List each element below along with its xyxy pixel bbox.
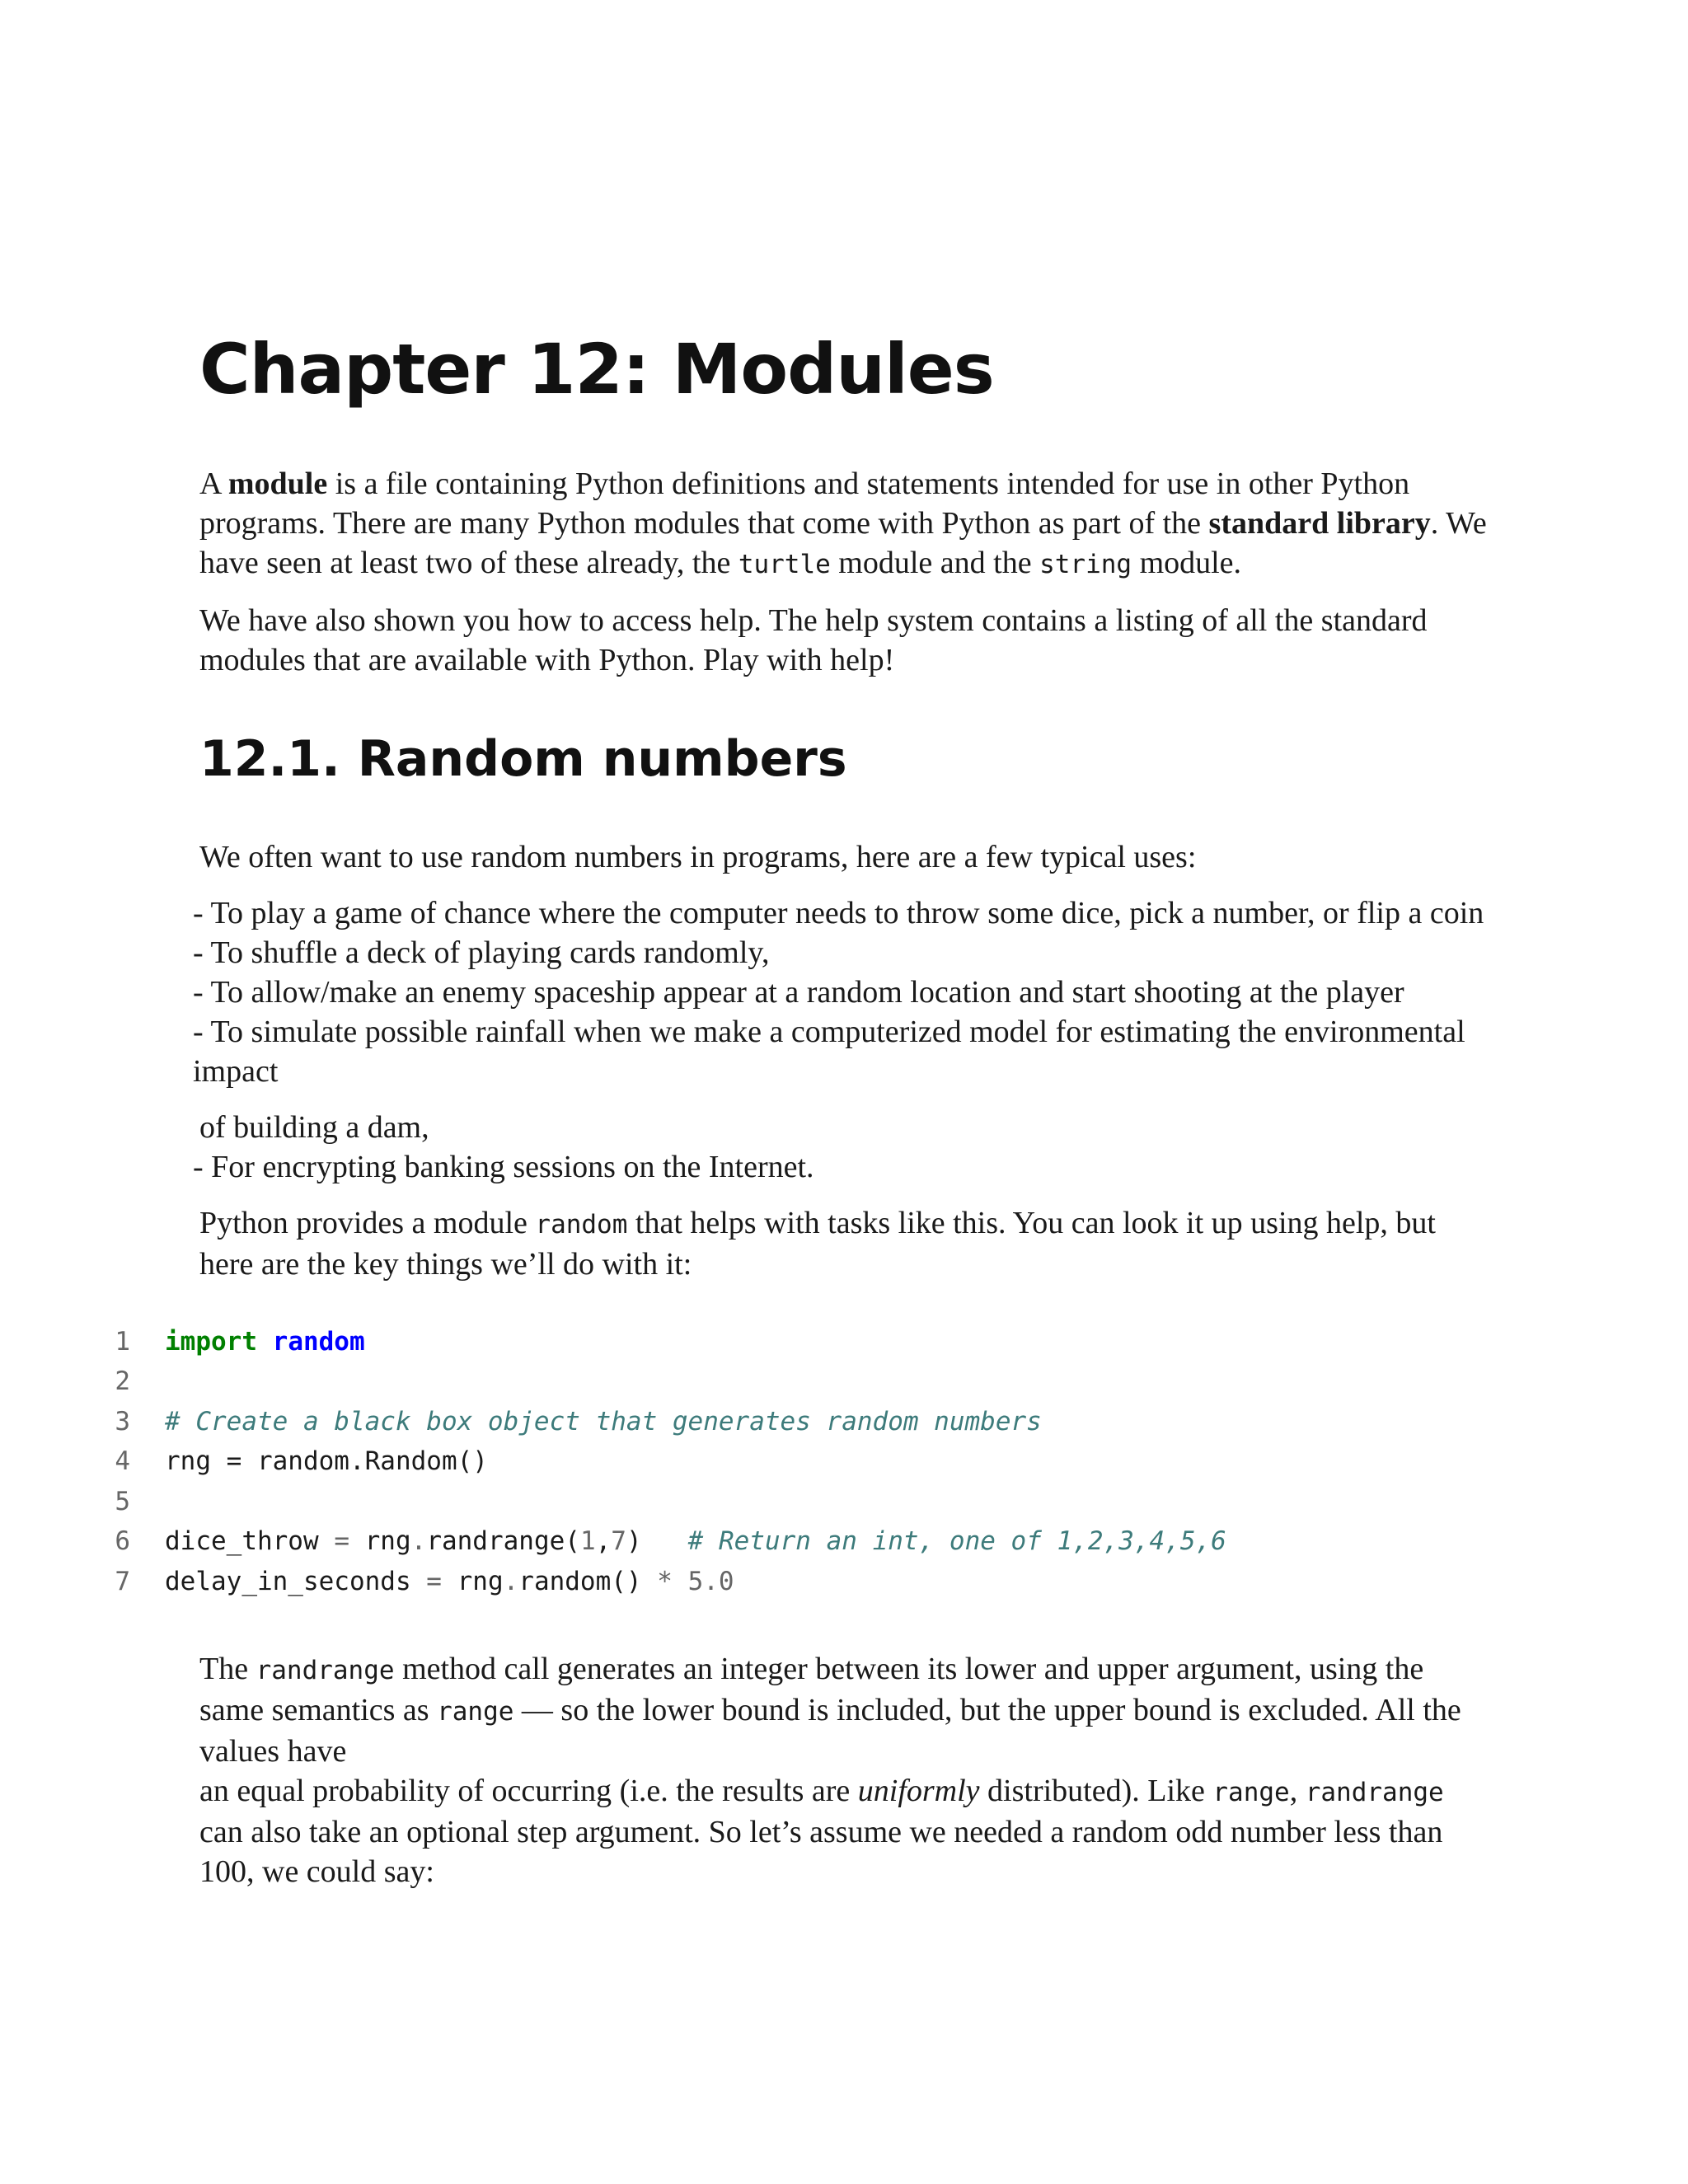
list-item: - To allow/make an enemy spaceship appear at a random location and start shooting at the player	[193, 974, 1404, 1010]
randrange-paragraph: The randrange method call generates an integer between its lower and upper argument, using the same semantics as range — so the lower bound is included, but the upper bound is excluded. All the values have an equal probability of occurring (i.e. the results are uniformly distributed). Like range, randrange can also take an optional step argument. So let’s assume we needed a random odd number less than 100, we could say:	[199, 1652, 1461, 1890]
inline-code-turtle: turtle	[738, 549, 831, 579]
section-title: 12.1. Random numbers	[199, 729, 847, 788]
line-number: 5	[115, 1486, 130, 1516]
uses-list	[193, 893, 1492, 1091]
code-line	[0, 1487, 1688, 1527]
page-content	[115, 329, 1492, 1908]
line-number: 7	[115, 1566, 130, 1596]
continued-line: - For encrypting banking sessions on the Internet.	[193, 1149, 814, 1184]
line-number: 3	[115, 1406, 130, 1436]
uses-continued	[193, 1108, 1492, 1187]
line-number: 6	[115, 1526, 130, 1557]
inline-code-string: string	[1039, 549, 1132, 579]
code-line	[0, 1366, 1688, 1407]
list-item: - To play a game of chance where the computer needs to throw some dice, pick a number, or flip a coin	[193, 895, 1484, 930]
line-number: 4	[115, 1446, 130, 1477]
inline-code-random: random	[535, 1209, 628, 1240]
chapter-title: Chapter 12: Modules	[199, 329, 994, 410]
code-text: rng = random.Random()	[165, 1446, 488, 1477]
code-comment: # Create a black box object that generates random numbers	[165, 1406, 1042, 1436]
line-number: 2	[115, 1366, 130, 1397]
term-module: module	[227, 466, 328, 501]
code-comment: # Return an int, one of 1,2,3,4,5,6	[687, 1526, 1226, 1557]
intro-paragraph-2: We have also shown you how to access help. The help system contains a listing of all the standard modules that are available with Python. Play with help!	[199, 602, 1428, 677]
code-line	[0, 1407, 1688, 1447]
module-name: random	[272, 1326, 365, 1357]
python-random-paragraph: Python provides a module random that helps with tasks like this. You can look it up using help, but here are the key things we’ll do with it:	[199, 1205, 1436, 1282]
keyword-import: import	[165, 1326, 257, 1357]
list-item: - To shuffle a deck of playing cards randomly,	[193, 935, 770, 970]
list-item: - To simulate possible rainfall when we make a computerized model for estimating the environmental impact	[193, 1014, 1465, 1089]
code-line: 7 delay_in_seconds = rng.random() * 5.0	[0, 1567, 1688, 1607]
intro-paragraph-1: A module is a file containing Python definitions and statements intended for use in other Python programs. There are many Python modules that come with Python as part of the standard library. We have seen at least two of these already, the turtle module and the string module.	[199, 466, 1487, 580]
random-lead-paragraph: We often want to use random numbers in programs, here are a few typical uses:	[199, 839, 1197, 874]
inline-code-randrange: randrange	[256, 1656, 395, 1686]
term-standard-library: standard library	[1208, 505, 1431, 541]
continued-line: of building a dam,	[199, 1109, 429, 1145]
line-number: 1	[115, 1326, 130, 1357]
code-listing	[0, 1327, 1688, 1607]
inline-code-range: range	[437, 1697, 514, 1727]
inline-code-range: range	[1212, 1778, 1290, 1808]
code-line: 6 dice_throw = rng.randrange(1,7) # Return an int, one of 1,2,3,4,5,6	[0, 1526, 1688, 1567]
inline-code-randrange: randrange	[1305, 1778, 1444, 1808]
emphasis-uniformly: uniformly	[857, 1774, 980, 1809]
code-line	[0, 1327, 1688, 1367]
code-line	[0, 1446, 1688, 1487]
